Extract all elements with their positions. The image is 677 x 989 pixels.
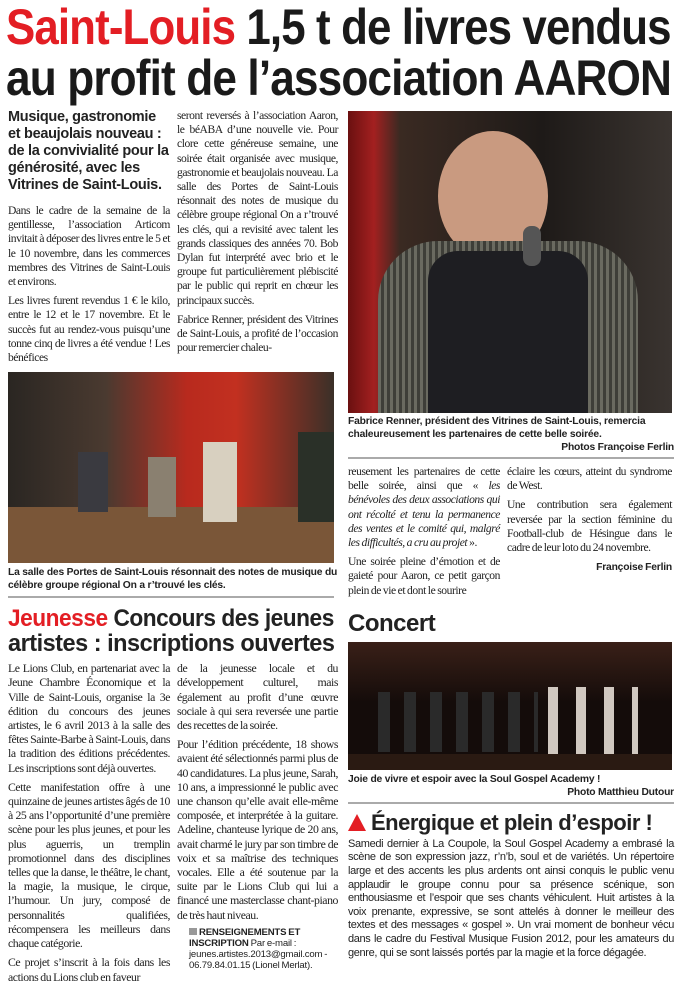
paragraph: Pour l’édition précédente, 18 shows avaient été sélectionnés parmi plus de 40 candidatures. La plus jeune, Sarah, 10 ans, a impressionné le public avec une chanson qu’elle avait elle-même composée, et interprétée à la guitare. Adeline, chanteuse lyrique de 20 ans, avait charmé le jury par son timbre de voix et sa maîtrise des techniques vocales. Elle a été soutenue par la suite par le Lions Club qui lui a financé une masterclasse chant-piano de très haut niveau. (177, 737, 338, 922)
caption-text: Fabrice Renner, président des Vitrines de Saint-Louis, remercia chaleureusement les partenaires de cette belle soirée. (348, 416, 646, 440)
photo-fabrice-renner (348, 111, 672, 413)
paragraph: Une contribution sera également reversée par la section féminine du Football-club de Hésingue dans le cadre de leur loto du 24 novembre. (507, 498, 672, 555)
info-label: RENSEIGNEMENTS ET INSCRIPTION (189, 926, 301, 949)
section-kicker: Jeunesse (8, 605, 108, 633)
article3-title-wrap (371, 810, 671, 835)
photo-main-caption (348, 415, 674, 454)
paragraph: Cette manifestation offre à une quinzaine de jeunes artistes âgés de 10 à 25 ans l’opportunité d’une première scène pour les plus jeunes, et pour les plus aguerris, un tremplin promotionnel dans des disciplines telles que la danse, le théâtre, le chant, la magie, la musique, le cirque, l’humour. Un jury, composé de personnalités qualifiées, récompensera les meilleurs dans chaque catégorie. (8, 779, 170, 951)
paragraph: Fabrice Renner, président des Vitrines de Saint-Louis, a profité de l’occasion pour remercier chaleu- (177, 312, 338, 355)
paragraph (348, 465, 500, 550)
photo-gospel-academy (348, 642, 672, 770)
author-signature: Françoise Ferlin (596, 562, 672, 574)
title-text: Concours des jeunes (113, 605, 334, 633)
article1-col2 (177, 109, 338, 360)
text: reusement les partenaires de cette belle soirée, ainsi que « (348, 465, 500, 493)
right-column-region (348, 111, 674, 960)
section-concert-wrap (348, 611, 672, 636)
info-contact[interactable]: Par e-mail : jeunes.artistes.2013@gmail.com - 06.79.84.01.15 (Lionel Merlat). (189, 937, 328, 971)
photo-credit: Photo Matthieu Dutour (567, 786, 674, 798)
paragraph: Dans le cadre de la semaine de la gentillesse, l’association Articom invitait à déposer des livres entre le 5 et le 10 novembre, dans les commerces membres des Vitrines de Saint-Louis et environs. (8, 204, 170, 289)
photo-band-concert (8, 372, 334, 563)
article2-col2 (177, 661, 338, 971)
headline-line2: au profit de l’association AARON (6, 50, 672, 106)
article2-col1 (8, 661, 170, 988)
paragraph: Ce projet s’inscrit à la fois dans les actions du Lions club en faveur (8, 955, 170, 984)
paragraph: de la jeunesse locale et du développement culturel, mais également au profit d’une œuvre sociale à qui sera reversée une partie des recettes de la soirée. (177, 661, 338, 733)
divider (348, 457, 674, 459)
article3-body: Samedi dernier à La Coupole, la Soul Gospel Academy a embrasé la scène de son expression jazz, r’n’b, soul et de variétés. Un répertoire large et des accents les plus ardents ont ainsi conquis le public venu applaudir le groupe connu pour sa présence scénique, son enthousiasme et l’espoir que ses chants véhiculent. Huit artistes à la voix prenante, expressive, se sont attelés à donner le meilleur des textes et des messages « gospel ». Un vrai moment de bonheur vécu dans le cadre du Festival Musique Fusion 2012, pour les amateurs du genre, qui se sont laissés portés par la magie et la force dégagée. (348, 837, 674, 959)
section-concert: Concert (348, 609, 436, 637)
photo-gospel-caption (348, 773, 674, 799)
paragraph: Le Lions Club, en partenariat avec la Jeune Chambre Économique et la Ville de Saint-Louis, organise la 3e édition du concours des jeunes artistes, le 6 avril 2013 à la salle des fêtes Sainte-Barbe à Saint-Louis, dans la tradition des éditions précédentes. Les inscriptions sont déjà ouvertes. (8, 661, 170, 775)
photo-band-caption: La salle des Portes de Saint-Louis résonnait des notes de musique du célèbre groupe régional On a r’trouvé les clés. (8, 567, 338, 592)
article1-col4 (507, 465, 672, 579)
paragraph: Les livres furent revendus 1 € le kilo, entre le 12 et le 17 novembre. Et le succès fut au rendez-vous puisqu’une tonne cinq de livres a été vendue ! Les bénéfices (8, 294, 170, 365)
article2-title-line1-wrap (8, 606, 334, 631)
triangle-icon (348, 814, 366, 831)
left-column-region (8, 109, 338, 989)
article1-col3 (348, 465, 500, 603)
headline-text1: 1,5 t de livres vendus (246, 0, 671, 55)
square-bullet-icon (189, 928, 197, 935)
headline-line1 (6, 0, 671, 55)
photo-credit: Photos Françoise Ferlin (561, 442, 674, 453)
quote: les bénévoles des deux associations qui ont récolté et tenu la permanence des ventes et le comité qui, malgré les difficultés, a cru au projet (348, 479, 500, 550)
article2-title-line1 (8, 606, 334, 631)
paragraph: seront reversés à l’association Aaron, le béABA d’une nouvelle vie. Pour clore cette généreuse semaine, une soirée était organisée avec musique, gastronomie et beaujolais nouveau. La salle des Portes de Saint-Louis résonnait des notes de musique du célèbre groupe régional On a r’trouvé les clés, qui a revisité avec talent les grands classiques des années 70. Bob Dylan fut interprété avec brio et le groupe fut particulièrement plébiscité par le public qui reprit en chœur les principaux succès. (177, 109, 338, 307)
article1-col1 (8, 109, 170, 370)
paragraph: éclaire les cœurs, atteint du syndrome de West. (507, 465, 672, 493)
paragraph: Une soirée pleine d’émotion et de gaieté pour Aaron, ce petit garçon plein de vie et dont le sourire (348, 555, 500, 597)
info-box (189, 927, 338, 971)
text: ». (467, 536, 477, 550)
caption-text: Joie de vivre et espoir avec la Soul Gospel Academy ! (348, 773, 601, 785)
headline-line1-wrap (6, 0, 671, 55)
article3-title: Énergique et plein d’espoir ! (371, 809, 653, 835)
divider (348, 802, 674, 804)
article2-title-line2: artistes : inscriptions ouvertes (8, 630, 335, 658)
article-subhead: Musique, gastronomie et beaujolais nouveau : de la convivialité pour la générosité, avec les Vitrines de Saint-Louis. (8, 109, 169, 193)
divider (8, 596, 334, 598)
article2-title-line2-wrap (8, 631, 334, 656)
headline-kicker: Saint-Louis (6, 0, 236, 55)
headline-line2-wrap (6, 50, 672, 106)
